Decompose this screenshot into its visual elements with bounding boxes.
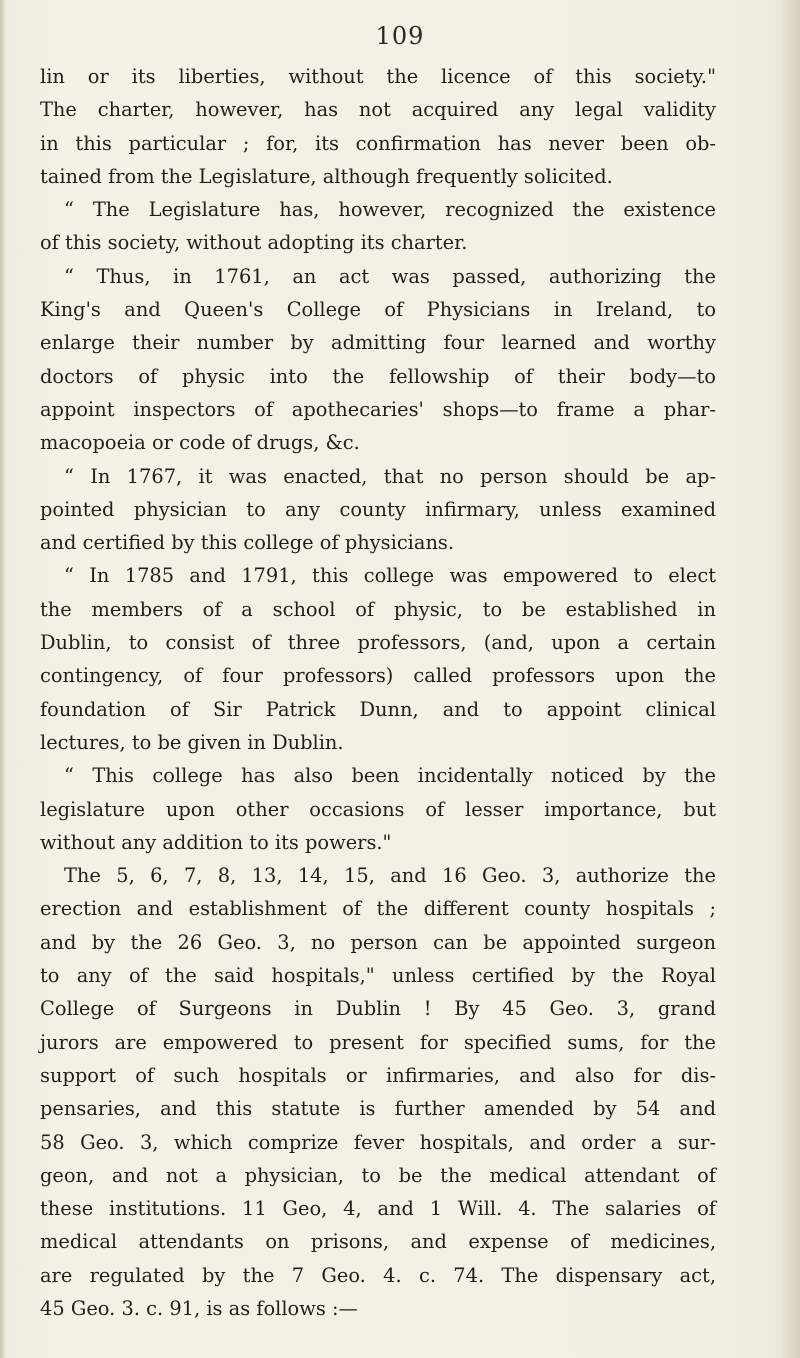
text-line: The 5, 6, 7, 8, 13, 14, 15, and 16 Geo. 3, authorize the bbox=[64, 864, 716, 888]
page-edge-shadow bbox=[780, 0, 800, 1358]
text-line: contingency, of four professors) called professors upon the bbox=[40, 664, 716, 688]
text-line: the members of a school of physic, to be established in bbox=[40, 597, 716, 621]
text-line: in this particular ; for, its confirmation has never been ob- bbox=[40, 131, 716, 155]
text-line: legislature upon other occasions of lesser importance, but bbox=[40, 797, 716, 821]
text-line: appoint inspectors of apothecaries' shops—to frame a phar- bbox=[40, 397, 716, 421]
text-line: Dublin, to consist of three professors, (and, upon a certain bbox=[40, 631, 716, 655]
text-line: “ The Legislature has, however, recognized the existence bbox=[64, 198, 716, 222]
text-line: enlarge their number by admitting four learned and worthy bbox=[40, 331, 716, 355]
text-line: erection and establishment of the different county hospitals ; bbox=[40, 897, 716, 921]
body-text bbox=[40, 60, 716, 1325]
text-line: doctors of physic into the fellowship of their body—to bbox=[40, 364, 716, 388]
text-line: jurors are empowered to present for specified sums, for the bbox=[40, 1030, 716, 1054]
text-line: without any addition to its powers." bbox=[40, 830, 392, 854]
text-line: support of such hospitals or infirmaries, and also for dis- bbox=[40, 1063, 716, 1087]
text-line: “ This college has also been incidentally noticed by the bbox=[64, 764, 716, 788]
text-line: these institutions. 11 Geo, 4, and 1 Will. 4. The salaries of bbox=[40, 1197, 716, 1221]
text-line: and certified by this college of physicians. bbox=[40, 531, 455, 555]
page-gutter-shadow bbox=[0, 0, 6, 1358]
text-line: foundation of Sir Patrick Dunn, and to appoint clinical bbox=[40, 697, 716, 721]
text-line: King's and Queen's College of Physicians in Ireland, to bbox=[40, 298, 716, 322]
text-line: of this society, without adopting its charter. bbox=[40, 231, 468, 255]
text-line: pointed physician to any county infirmary, unless examined bbox=[40, 497, 716, 521]
text-line: “ In 1767, it was enacted, that no person should be ap- bbox=[64, 464, 716, 488]
text-line: and by the 26 Geo. 3, no person can be appointed surgeon bbox=[40, 930, 716, 954]
text-line: pensaries, and this statute is further amended by 54 and bbox=[40, 1097, 716, 1121]
text-line: “ Thus, in 1761, an act was passed, authorizing the bbox=[64, 264, 716, 288]
text-line: lectures, to be given in Dublin. bbox=[40, 730, 344, 754]
text-line: College of Surgeons in Dublin ! By 45 Geo. 3, grand bbox=[40, 997, 716, 1021]
text-line: are regulated by the 7 Geo. 4. c. 74. The dispensary act, bbox=[40, 1263, 716, 1287]
text-line: “ In 1785 and 1791, this college was empowered to elect bbox=[64, 564, 716, 588]
text-line: tained from the Legislature, although frequently solicited. bbox=[40, 164, 613, 188]
page-number: 109 bbox=[375, 22, 425, 50]
text-line: 45 Geo. 3. c. 91, is as follows :— bbox=[40, 1296, 358, 1320]
text-line: medical attendants on prisons, and expense of medicines, bbox=[40, 1230, 716, 1254]
text-line: lin or its liberties, without the licence of this society." bbox=[40, 65, 716, 88]
text-line: The charter, however, has not acquired any legal validity bbox=[40, 98, 716, 122]
text-line: geon, and not a physician, to be the medical attendant of bbox=[40, 1163, 716, 1187]
text-line: macopoeia or code of drugs, &c. bbox=[40, 431, 360, 455]
text-line: 58 Geo. 3, which comprize fever hospitals, and order a sur- bbox=[40, 1130, 716, 1154]
text-line: to any of the said hospitals," unless certified by the Royal bbox=[40, 964, 716, 988]
